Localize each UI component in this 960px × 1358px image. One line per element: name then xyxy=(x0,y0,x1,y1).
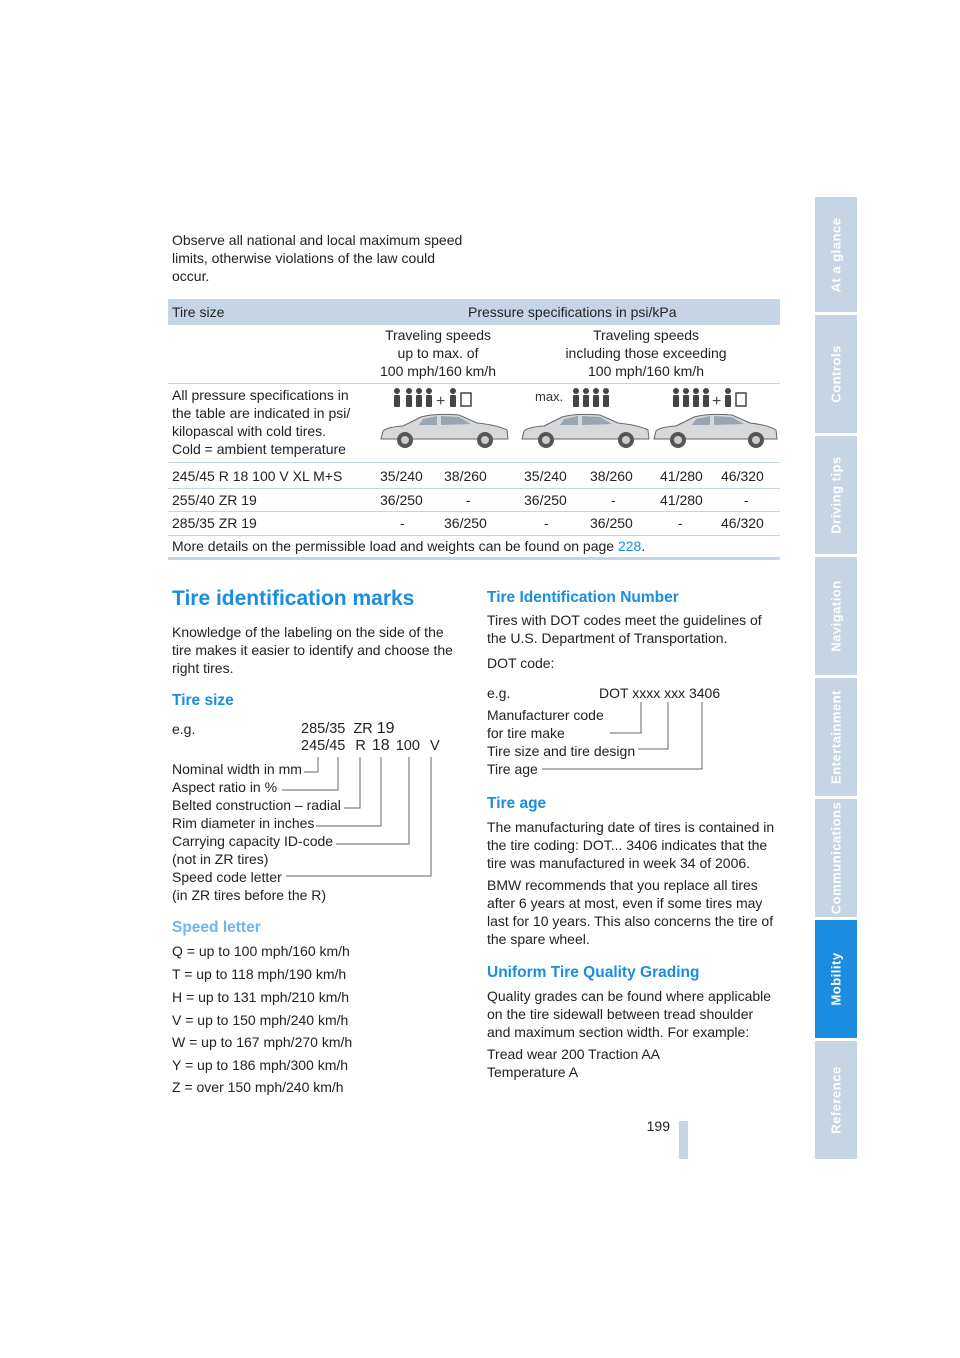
pressure-cell: 36/250 xyxy=(524,492,567,508)
code-part: V xyxy=(429,738,440,754)
tire-size-label: (in ZR tires before the R) xyxy=(172,887,327,903)
dot-label: Manufacturer code xyxy=(487,707,604,723)
dot-label: for tire make xyxy=(487,725,565,741)
footer-end: . xyxy=(641,538,646,554)
tab-label: Reference xyxy=(828,1066,844,1134)
tab-controls[interactable] xyxy=(815,315,857,433)
table-footer xyxy=(172,537,645,555)
code-part: 19 xyxy=(376,720,395,737)
pressure-cell: 35/240 xyxy=(380,468,423,484)
pressure-cell: - xyxy=(400,515,405,531)
tire-code-2 xyxy=(301,737,440,755)
tab-entertainment[interactable] xyxy=(815,678,857,796)
car-full-load-icon xyxy=(373,387,513,457)
tire-code-1 xyxy=(301,720,395,738)
speed-low-header xyxy=(373,326,503,380)
page-link[interactable]: 228 xyxy=(617,538,642,554)
note-line: kilopascal with cold tires. xyxy=(172,423,327,439)
dot-label: Tire size and tire design xyxy=(487,743,636,759)
pressure-cell: - xyxy=(544,515,549,531)
pressure-cell: 46/320 xyxy=(721,468,764,484)
tire-size-cell: 245/45 R 18 100 V XL M+S xyxy=(172,468,343,484)
tab-label: Navigation xyxy=(828,580,844,652)
speed-letter-item: Z = over 150 mph/240 km/h xyxy=(172,1079,344,1095)
pressure-cell: - xyxy=(744,492,749,508)
speed-letter-heading: Speed letter xyxy=(172,919,261,936)
tire-size-cell: 285/35 ZR 19 xyxy=(172,515,257,531)
tire-size-cell: 255/40 ZR 19 xyxy=(172,492,257,508)
page-marker-bar xyxy=(679,1121,688,1159)
tab-label: Entertainment xyxy=(828,690,844,784)
tin-heading: Tire Identification Number xyxy=(487,589,679,606)
pressure-cell: 46/320 xyxy=(721,515,764,531)
dot-code-example: DOT xxxx xxx 3406 xyxy=(599,685,721,701)
speed-letter-item: V = up to 150 mph/240 km/h xyxy=(172,1012,349,1028)
tab-communications[interactable] xyxy=(815,799,857,917)
pressure-cell: 38/260 xyxy=(444,468,487,484)
utqg-example: Temperature A xyxy=(487,1064,579,1080)
tire-size-eg: e.g. xyxy=(172,721,196,737)
footer-text: More details on the permissible load and weights can be found on page xyxy=(172,538,618,554)
tin-paragraph: Tires with DOT codes meet the guidelines of the U.S. Department of Transportation. xyxy=(487,612,762,646)
car-max-load-icon xyxy=(518,387,658,457)
utqg-heading: Uniform Tire Quality Grading xyxy=(487,964,700,981)
divider xyxy=(168,511,780,512)
tire-size-heading: Tire size xyxy=(172,692,234,709)
tire-size-label: Belted construction – radial xyxy=(172,797,341,813)
divider xyxy=(168,535,780,536)
intro-text: Observe all national and local maximum speed limits, otherwise violations of the law could occur. xyxy=(172,232,463,284)
tab-mobility[interactable] xyxy=(815,920,857,1038)
note-line: the table are indicated in psi/ xyxy=(172,405,351,421)
divider xyxy=(168,383,780,384)
tire-size-label: Nominal width in mm xyxy=(172,761,302,777)
svg-text:+: + xyxy=(712,393,722,410)
speed-letter-item: Y = up to 186 mph/300 km/h xyxy=(172,1057,349,1073)
col-pressure: Pressure specifications in psi/kPa xyxy=(468,304,677,320)
speed-letter-item: W = up to 167 mph/270 km/h xyxy=(172,1034,353,1050)
pressure-cell: - xyxy=(611,492,616,508)
dot-code-label: DOT code: xyxy=(487,655,555,671)
code-part: ZR xyxy=(353,721,373,737)
note-line: Cold = ambient temperature xyxy=(172,441,346,457)
max-label: max. xyxy=(535,389,564,404)
dot-label: Tire age xyxy=(487,761,538,777)
tab-reference[interactable] xyxy=(815,1041,857,1159)
page-number: 199 xyxy=(646,1118,670,1134)
table-note xyxy=(172,386,350,458)
tab-driving-tips[interactable] xyxy=(815,436,857,554)
tire-size-label: (not in ZR tires) xyxy=(172,851,269,867)
tire-size-label: Carrying capacity ID-code xyxy=(172,833,334,849)
pressure-cell: - xyxy=(466,492,471,508)
tab-navigation[interactable] xyxy=(815,557,857,675)
section-intro: Knowledge of the labeling on the side of the tire makes it easier to identify and choose the right tires. xyxy=(172,624,453,676)
code-part: 245/45 xyxy=(301,738,346,754)
dot-eg: e.g. xyxy=(487,685,511,701)
tire-size-label: Speed code letter xyxy=(172,869,282,885)
tab-label: At a glance xyxy=(828,217,844,292)
speed-low-line: 100 mph/160 km/h xyxy=(380,363,496,379)
pressure-cell: 35/240 xyxy=(524,468,567,484)
pressure-cell: 36/250 xyxy=(444,515,487,531)
speed-high-line: including those exceeding xyxy=(565,345,727,361)
speed-high-line: 100 mph/160 km/h xyxy=(588,363,704,379)
tire-age-heading: Tire age xyxy=(487,795,547,812)
speed-letter-item: H = up to 131 mph/210 km/h xyxy=(172,989,350,1005)
speed-low-line: up to max. of xyxy=(397,345,479,361)
note-line: All pressure specifications in xyxy=(172,387,349,403)
col-tire-size: Tire size xyxy=(172,304,225,320)
speed-low-line: Traveling speeds xyxy=(384,327,492,343)
speed-high-line: Traveling speeds xyxy=(592,327,700,343)
code-part: R xyxy=(355,738,366,754)
speed-letter-item: T = up to 118 mph/190 km/h xyxy=(172,966,347,982)
utqg-example: Tread wear 200 Traction AA xyxy=(487,1046,661,1062)
utqg-paragraph: Quality grades can be found where applicable on the tire sidewall between tread shoulder and maximum section width. For example: xyxy=(487,988,772,1040)
tire-size-label: Aspect ratio in % xyxy=(172,779,278,795)
svg-text:+: + xyxy=(436,393,446,410)
speed-letter-item: Q = up to 100 mph/160 km/h xyxy=(172,943,350,959)
tire-size-label: Rim diameter in inches xyxy=(172,815,315,831)
tire-age-paragraph: BMW recommends that you replace all tires after 6 years at most, even if some tires may last for 10 years. This also concerns the tire of the spare wheel. xyxy=(487,877,774,947)
pressure-cell: 36/250 xyxy=(590,515,633,531)
tire-age-paragraph: The manufacturing date of tires is contained in the tire coding: DOT... 3406 indicates that the tire was manufactured in week 34 of 2006. xyxy=(487,819,775,871)
code-part: 100 xyxy=(395,738,420,754)
tab-label: Communications xyxy=(828,801,844,915)
section-title: Tire identification marks xyxy=(172,587,415,610)
tab-at-a-glance[interactable] xyxy=(815,197,857,312)
pressure-cell: 41/280 xyxy=(660,468,703,484)
side-navigation xyxy=(815,197,857,1162)
pressure-cell: 36/250 xyxy=(380,492,423,508)
divider xyxy=(168,462,780,463)
car-full-load-high-speed-icon xyxy=(650,387,780,457)
pressure-cell: - xyxy=(678,515,683,531)
speed-high-header xyxy=(556,326,736,380)
pressure-cell: 38/260 xyxy=(590,468,633,484)
pressure-cell: 41/280 xyxy=(660,492,703,508)
tab-label: Mobility xyxy=(828,952,844,1006)
code-part: 285/35 xyxy=(301,721,346,737)
table-bottom-rule xyxy=(168,557,780,560)
tab-label: Driving tips xyxy=(828,456,844,534)
code-part: 18 xyxy=(371,737,390,754)
tab-label: Controls xyxy=(828,345,844,403)
divider xyxy=(168,488,780,489)
